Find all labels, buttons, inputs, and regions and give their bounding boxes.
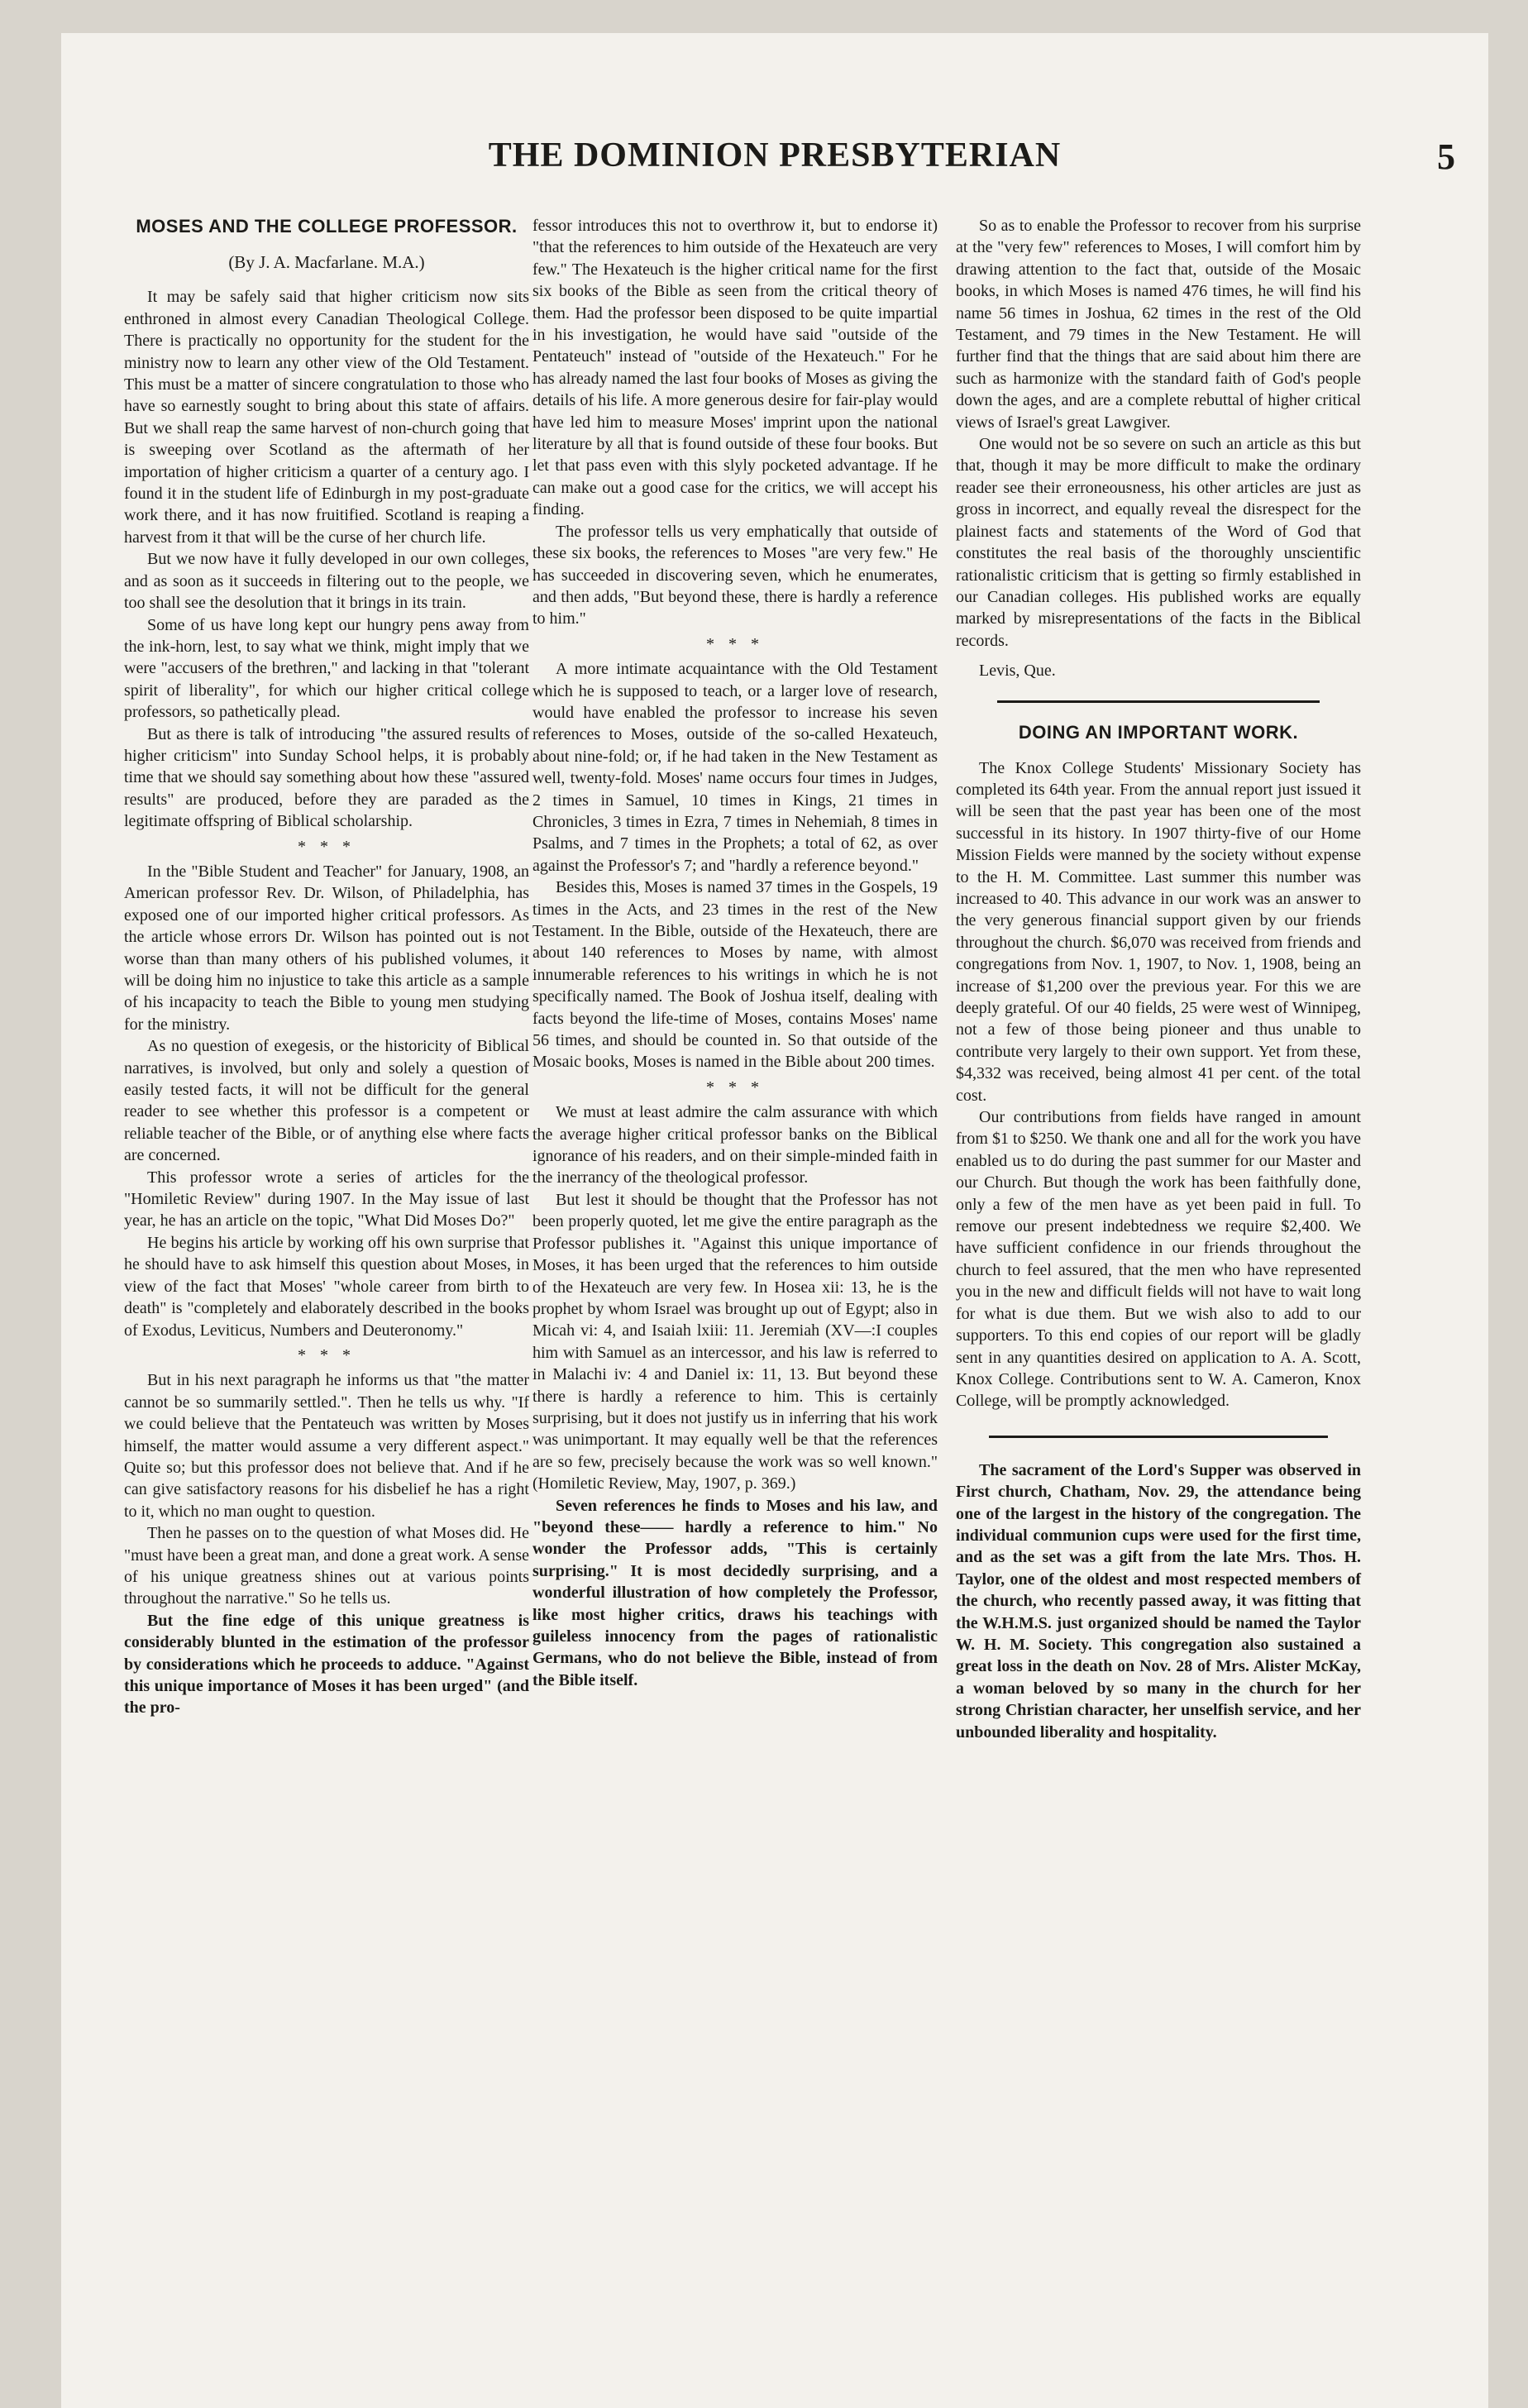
paragraph: But we now have it fully developed in our own colleges, and as soon as it succeeds in filtering out to the people, we too shall see the desolution that it brings in its train. xyxy=(124,550,529,613)
paragraph: This professor wrote a series of articles for the "Homiletic Review" during 1907. In the May issue of last year, he has an article on the topic, "What Did Moses Do?" xyxy=(124,1168,529,1230)
paragraph: Seven references he finds to Moses and his law, and "beyond these—— hardly a reference to him." No wonder the Professor adds, "This is certainly surprising." It is most decidedly surprising, and a wonderful illustration of how completely the Professor, like most higher critics, draws his teachings with guileless innocency from the pages of rationalistic Germans, who do not believe the Bible, instead of from the Bible itself. xyxy=(532,1496,938,1689)
paragraph: As no question of exegesis, or the historicity of Biblical narratives, is involved, but only and solely a question of easily tested facts, it will not be difficult for the general reader to see whether this professor is a competent or reliable teacher of the Bible, or of anything else where facts are concerned. xyxy=(124,1037,529,1165)
article-headline: DOING AN IMPORTANT WORK. xyxy=(1018,721,1299,743)
column-1 xyxy=(124,215,529,1719)
column-rule xyxy=(997,700,1320,703)
paragraph: He begins his article by working off his own surprise that he should have to ask himself this question about Moses, in view of the fact that Moses' "whole career from birth to death" is "completely and elaborately described in the books of Exodus, Leviticus, Numbers and Deuteronomy." xyxy=(124,1233,529,1340)
newspaper-page xyxy=(61,33,1488,2408)
paragraph: The Knox College Students' Missionary Society has completed its 64th year. From the annual report just issued it will be seen that the past year has been one of the most successful in its history. In 1907 thirty-five of our Home Mission Fields were manned by the society without expense to the H. M. Committee. Last summer this number was increased to 40. This advance in our work was an answer to the very generous financial support given by our friends throughout the church. $6,070 was received from friends and congregations from Nov. 1, 1907, to Nov. 1, 1908, being an increase of $1,200 over the previous year. For this we are deeply grateful. Of our 40 fields, 25 were west of Winnipeg, not a few of those being pioneer and thus unable to contribute very largely to their own support. Yet from these, $4,332 was received, being almost 41 per cent. of the total cost. xyxy=(956,758,1361,1105)
paragraph: Some of us have long kept our hungry pens away from the ink-horn, lest, to say what we think, might imply that we were "accusers of the brethren," and lacking in that "tolerant spirit of liberality", for which our higher critical college professors, so pathetically plead. xyxy=(124,615,529,722)
article-headline: MOSES AND THE COLLEGE PROFESSOR. xyxy=(136,216,518,236)
section-divider-stars: * * * xyxy=(706,634,764,653)
paragraph: But lest it should be thought that the Professor has not been properly quoted, let me give the entire paragraph as the Professor publishes it. "Against this unique importance of Moses, it has been urged that the references to him outside of the Hexateuch are very few. In Hosea xii: 13, he is the prophet by whom Israel was brought up out of Egypt; also in Micah vi: 4, and Isaiah lxiii: 11. Jeremiah (XV—:I couples him with Samuel as an intercessor, and his law is referred to in Malachi iv: 4 and Daniel ix: 11, 13. But beyond these there is hardly a reference to him. This is certainly surprising, but it does not justify us in inferring that his work was unimportant. It may equally well be that the references are so few, precisely because the work was so well known." (Homiletic Review, May, 1907, p. 369.) xyxy=(532,1190,938,1493)
paragraph: A more intimate acquaintance with the Old Testament which he is supposed to teach, or a larger love of research, would have enabled the professor to increase his seven references to Moses, outside of the so-called Hexateuch, about nine-fold; or, if he had taken in the New Testament as well, twenty-fold. Moses' name occurs four times in Judges, 2 times in Samuel, 10 times in Kings, 21 times in Chronicles, 3 times in Ezra, 7 times in Nehemiah, 8 times in Psalms, and 7 times in the Prophets; a total of 62, as over against the Professor's 7; and "hardly a reference beyond." xyxy=(532,660,938,875)
paragraph: But in his next paragraph he informs us that "the matter cannot be so summarily settled.". Then he tells us why. "If we could believe that the Pentateuch was written by Moses himself, the matter would assume a very different aspect." Quite so; but this professor does not believe that. And if he can give satisfactory reasons for his disbelief he has a right to it, which no man ought to question. xyxy=(124,1371,529,1521)
column-3 xyxy=(956,215,1361,1743)
paragraph: fessor introduces this not to overthrow it, but to endorse it) "that the references to him outside of the Hexateuch are very few." The Hexateuch is the higher critical name for the first six books of the Bible as seen from the critical theory of them. Had the professor been disposed to be quite impartial in his investigation, he would have said "outside of the Pentateuch" instead of "outside of the Hexateuch." For he has already named the last four books of Moses as giving the details of his life. A more generous desire for fair-play would have led him to measure Moses' imprint upon the national literature by all that is found outside of these four books. But let that pass even with this slyly pocketed advantage. If he can make out a good case for the critics, we will accept his finding. xyxy=(532,217,938,519)
section-divider-stars: * * * xyxy=(298,1345,356,1364)
section-divider-stars: * * * xyxy=(706,1077,764,1096)
section-divider-stars: * * * xyxy=(298,837,356,856)
page-number: 5 xyxy=(1437,136,1455,177)
paragraph: One would not be so severe on such an article as this but that, though it may be more difficult to make the ordinary reader see their erroneousness, his other articles are just as gross in incorrect, and equally reveal the disrespect for the plainest facts and statements of the Word of God that constitutes the real basis of the thoroughly unscientific rationalistic criticism that is getting so firmly established in our Canadian colleges. His published works are equally marked by misrepresentations of the facts in the Biblical records. xyxy=(956,435,1361,650)
column-rule xyxy=(989,1436,1328,1438)
paragraph: The professor tells us very emphatically that outside of these six books, the references to Moses "are very few." He has succeeded in discovering seven, which he enumerates, and then adds, "But beyond these, there is hardly a reference to him." xyxy=(532,522,938,628)
paragraph: Our contributions from fields have ranged in amount from $1 to $250. We thank one and all for the work you have enabled us to do during the past summer for our Master and our Church. But though the work has been faithfully done, only a few of the men have as yet been paid in full. To remove our present indebtedness we require $2,400. We have sufficient confidence in our friends throughout the church to feel assured, that the men who have represented you in the new and difficult fields will not have to wait long for what is due them. But we wish also to add to our supporters. To this end copies of our report will be gladly sent in any quantities desired on application to A. A. Scott, Knox College. Contributions sent to W. A. Cameron, Knox College, will be promptly acknowledged. xyxy=(956,1108,1361,1411)
dateline-place: Levis, Que. xyxy=(979,662,1056,681)
paragraph: So as to enable the Professor to recover from his surprise at the "very few" references to Moses, I will comfort him by drawing attention to the fact that, outside of the Mosaic books, in which Moses is named 476 times, he will find his name 56 times in Joshua, 62 times in the rest of the Old Testament, and 79 times in the New Testament. He will further find that the things that are said about him there are such as harmonize with the standard faith of God's people down the ages, and are a complete rebuttal of higher critical views of Israel's great Lawgiver. xyxy=(956,217,1361,432)
paragraph: But as there is talk of introducing "the assured results of higher criticism" into Sunday School helps, it is probably time that we should say something about how these "assured results" are produced, before they are paraded as the legitimate offspring of Biblical scholarship. xyxy=(124,724,529,831)
masthead: THE DOMINION PRESBYTERIAN xyxy=(488,136,1062,174)
paragraph: The sacrament of the Lord's Supper was observed in First church, Chatham, Nov. 29, the attendance being one of the largest in the history of the congregation. The individual communion cups were used for the first time, and as the set was a gift from the late Mrs. Thos. H. Taylor, one of the oldest and most respected members of the church, who recently passed away, it was fitting that the W.H.M.S. just organized should be named the Taylor W. H. M. Society. This congregation also sustained a great loss in the death on Nov. 28 of Mrs. Alister McKay, a woman beloved by so many in the church for her strong Christian character, her unselfish service, and her unbounded liberality and hospitality. xyxy=(956,1460,1361,1742)
paragraph: In the "Bible Student and Teacher" for January, 1908, an American professor Rev. Dr. Wilson, of Philadelphia, has exposed one of our imported higher critical professors. As the article whose errors Dr. Wilson has pointed out is not worse than than many others of his published volumes, it will be doing him no injustice to take this article as a sample of his incapacity to teach the Bible to young men studying for the ministry. xyxy=(124,862,529,1034)
paragraph: Besides this, Moses is named 37 times in the Gospels, 19 times in the Acts, and 23 times in the rest of the New Testament. In the Bible, outside of the Hexateuch, there are about 140 references to Moses by name, with almost innumerable references to his writings in which he is not specifically named. The Book of Joshua itself, dealing with facts beyond the life-time of Moses, contains Moses' name 56 times, and should be counted in. So that outside of the Mosaic books, Moses is named in the Bible about 200 times. xyxy=(532,878,938,1072)
paragraph: Then he passes on to the question of what Moses did. He "must have been a great man, and done a great work. A sense of his unique greatness shines out at various points throughout the narrative." So he tells us. xyxy=(124,1524,529,1608)
paragraph: It may be safely said that higher criticism now sits enthroned in almost every Canadian Theological College. There is practically no opportunity for the student for the ministry now to learn any other view of the Old Testament. This must be a matter of sincere congratulation to those who have so earnestly sought to bring about this state of affairs. But we shall reap the same harvest of non-church going that is sweeping over Scotland as the aftermath of her importation of higher criticism a quarter of a century ago. I found it in the student life of Edinburgh in my post-graduate work there, and it has now fruitified. Scotland is reaping a harvest from it that will be the curse of her church life. xyxy=(124,288,529,547)
column-2 xyxy=(532,215,938,1691)
paragraph: But the fine edge of this unique greatness is considerably blunted in the estimation of the professor by considerations which he proceeds to adduce. "Against this unique importance of Moses it has been urged" (and the pro- xyxy=(124,1611,529,1718)
paragraph: We must at least admire the calm assurance with which the average higher critical professor banks on the Biblical ignorance of his readers, and on their simple-minded faith in the inerrancy of the theological professor. xyxy=(532,1103,938,1187)
article-byline: (By J. A. Macfarlane. M.A.) xyxy=(228,252,425,272)
